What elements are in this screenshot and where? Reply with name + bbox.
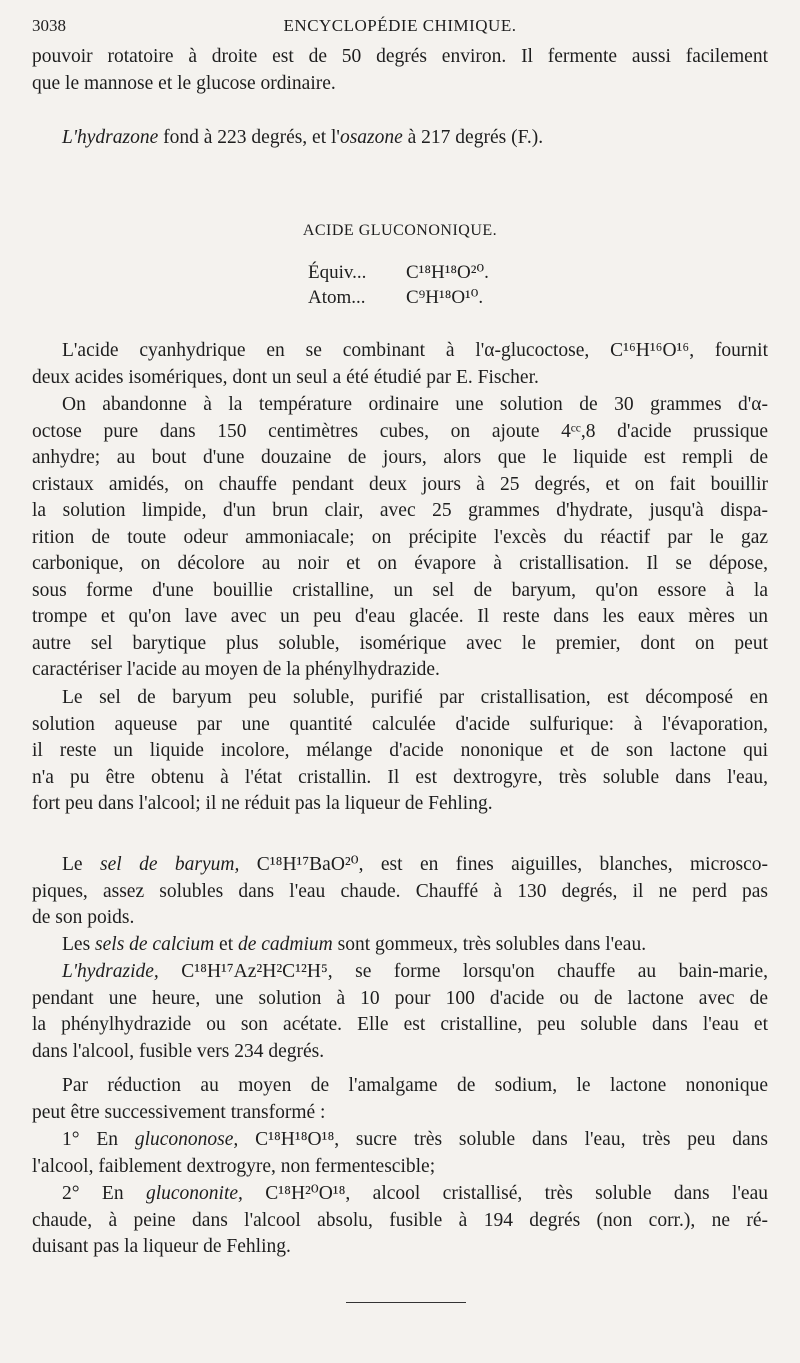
text-fragment: 2° En — [62, 1183, 146, 1204]
text-fragment: C¹⁸H²⁰O¹⁸, alcool cristallisé, très soluble dans l'eau — [242, 1183, 768, 1204]
text-fragment: sont gommeux, très solubles dans l'eau. — [332, 934, 647, 955]
glucononite-term: glucononite, — [145, 1183, 243, 1204]
text-line: Le sel de baryum peu soluble, purifié par cristallisation, est décomposé en — [62, 687, 768, 708]
atom-row — [308, 285, 489, 310]
running-head: ENCYCLOPÉDIE CHIMIQUE. — [283, 16, 517, 35]
paragraph-barium-salt — [32, 852, 768, 932]
text-line: pouvoir rotatoire à droite est de 50 degrés environ. Il fermente aussi facilement — [32, 46, 768, 67]
text-line: fort peu dans l'alcool; il ne réduit pas la liqueur de Fehling. — [32, 793, 493, 814]
text-line: peut être successivement transformé : — [32, 1101, 326, 1123]
text-fragment: C¹⁸H¹⁸O¹⁸, sucre très soluble dans l'eau, très peu dans — [238, 1129, 768, 1150]
text-line: deux acides isomériques, dont un seul a été étudié par E. Fischer. — [32, 366, 539, 388]
text-line — [32, 852, 768, 879]
text-line — [32, 125, 768, 152]
text-line: piques, assez solubles dans l'eau chaude. Chauffé à 130 degrés, il ne perd pas — [32, 880, 768, 902]
paragraph-2 — [32, 392, 768, 684]
text-line: n'a pu être obtenu à l'état cristallin. Il est dextrogyre, très soluble dans l'eau, — [32, 766, 768, 788]
text-fragment: C¹⁸H¹⁷BaO²⁰, est en fines aiguilles, blanches, microsco- — [239, 854, 768, 875]
text-line: On abandonne à la température ordinaire une solution de 30 grammes d'α- — [62, 394, 768, 415]
text-line — [32, 959, 768, 986]
text-line: trompe et qu'on lave avec un peu d'eau glacée. Il reste dans les eaux mères un — [32, 606, 768, 627]
section-title: ACIDE GLUCONONIQUE. — [302, 222, 498, 239]
text-fragment: fond à 223 degrés, et l' — [158, 127, 340, 148]
hydrazide-term: L'hydrazide, — [62, 961, 159, 982]
equiv-row — [308, 260, 489, 285]
page-header — [32, 16, 768, 40]
page-number: 3038 — [32, 16, 66, 35]
list-item-1 — [32, 1127, 768, 1180]
text-line: la solution limpide, d'un brun clair, avec 25 grammes d'hydrate, jusqu'à dispa- — [32, 500, 768, 521]
intro-paragraph — [32, 44, 768, 97]
text-line: dans l'alcool, fusible vers 234 degrés. — [32, 1040, 325, 1062]
text-line: L'acide cyanhydrique en se combinant à l'α-glucoctose, C¹⁶H¹⁶O¹⁶, fournit — [62, 340, 768, 361]
text-fragment: C¹⁸H¹⁷Az²H²C¹²H⁵, se forme lorsqu'on chauffe au bain-marie, — [158, 961, 768, 982]
text-line: que le mannose et le glucose ordinaire. — [32, 72, 336, 94]
text-line: caractériser l'acide au moyen de la phénylhydrazide. — [32, 659, 440, 680]
text-line: chaude, à peine dans l'alcool absolu, fusible à 194 degrés (non corr.), ne ré- — [32, 1209, 768, 1231]
text-fragment: Les — [62, 934, 96, 955]
atom-label: Atom... — [308, 287, 366, 308]
osazone-term: osazone — [339, 127, 403, 148]
equiv-formula: C¹⁸H¹⁸O²⁰. — [406, 262, 489, 283]
text-line — [32, 932, 768, 959]
barium-salt-term: sel de baryum, — [100, 854, 240, 875]
cadmium-salt-term: de cadmium — [238, 934, 333, 955]
calcium-salt-term: sels de calcium — [95, 934, 215, 955]
text-line: anhydre; au bout d'une douzaine de jours, alors que le liquide est rempli de — [32, 447, 768, 468]
text-line: la phénylhydrazide ou son acétate. Elle est cristalline, peu soluble dans l'eau et — [32, 1014, 768, 1035]
text-line — [32, 1181, 768, 1208]
text-line: carbonique, on décolore au noir et on évapore à cristallisation. Il se dépose, — [32, 553, 768, 574]
equiv-label: Équiv... — [308, 262, 367, 283]
paragraph-1 — [32, 338, 768, 391]
text-line — [32, 1127, 768, 1154]
text-line: rition de toute odeur ammoniacale; on précipite l'excès du réactif par le gaz — [32, 526, 768, 548]
text-line: de son poids. — [32, 907, 135, 928]
text-line: cristaux amidés, on chauffe pendant deux jours à 25 degrés, et on fait bouillir — [32, 473, 768, 495]
text-line: il reste un liquide incolore, mélange d'acide nononique et de son lactone qui — [32, 740, 768, 761]
text-fragment: 1° En — [62, 1129, 135, 1150]
text-fragment: à 217 degrés (F.). — [402, 127, 544, 148]
atom-formula: C⁹H¹⁸O¹⁰. — [406, 287, 484, 308]
text-line: pendant une heure, une solution à 10 pour 100 d'acide ou de lactone avec de — [32, 987, 768, 1009]
hydrazone-term: L'hydrazone — [62, 127, 159, 148]
formula-table — [308, 260, 489, 310]
text-line: autre sel barytique plus soluble, isomérique avec le premier, dont on peut — [32, 632, 768, 654]
paragraph-reduction — [32, 1073, 768, 1126]
paragraph-hydrazide — [32, 959, 768, 1065]
glucononose-term: glucononose, — [134, 1129, 239, 1150]
text-line: sous forme d'une bouillie cristalline, un sel de baryum, qu'on essore à la — [32, 579, 768, 601]
text-line: duisant pas la liqueur de Fehling. — [32, 1236, 291, 1257]
paragraph-calcium-cadmium — [32, 932, 768, 959]
hydrazone-sentence — [32, 125, 768, 152]
text-line: solution aqueuse par une quantité calculée d'acide sulfurique: à l'évaporation, — [32, 713, 768, 735]
text-fragment: et — [214, 934, 238, 955]
text-line: l'alcool, faiblement dextrogyre, non fermentescible; — [32, 1155, 436, 1177]
text-line: Par réduction au moyen de l'amalgame de sodium, le lactone nononique — [62, 1075, 768, 1096]
text-line: octose pure dans 150 centimètres cubes, on ajoute 4ᶜᶜ,8 d'acide prussique — [32, 420, 768, 442]
paragraph-3 — [32, 685, 768, 818]
end-divider — [346, 1302, 466, 1303]
list-item-2 — [32, 1181, 768, 1261]
text-fragment: Le — [62, 854, 100, 875]
